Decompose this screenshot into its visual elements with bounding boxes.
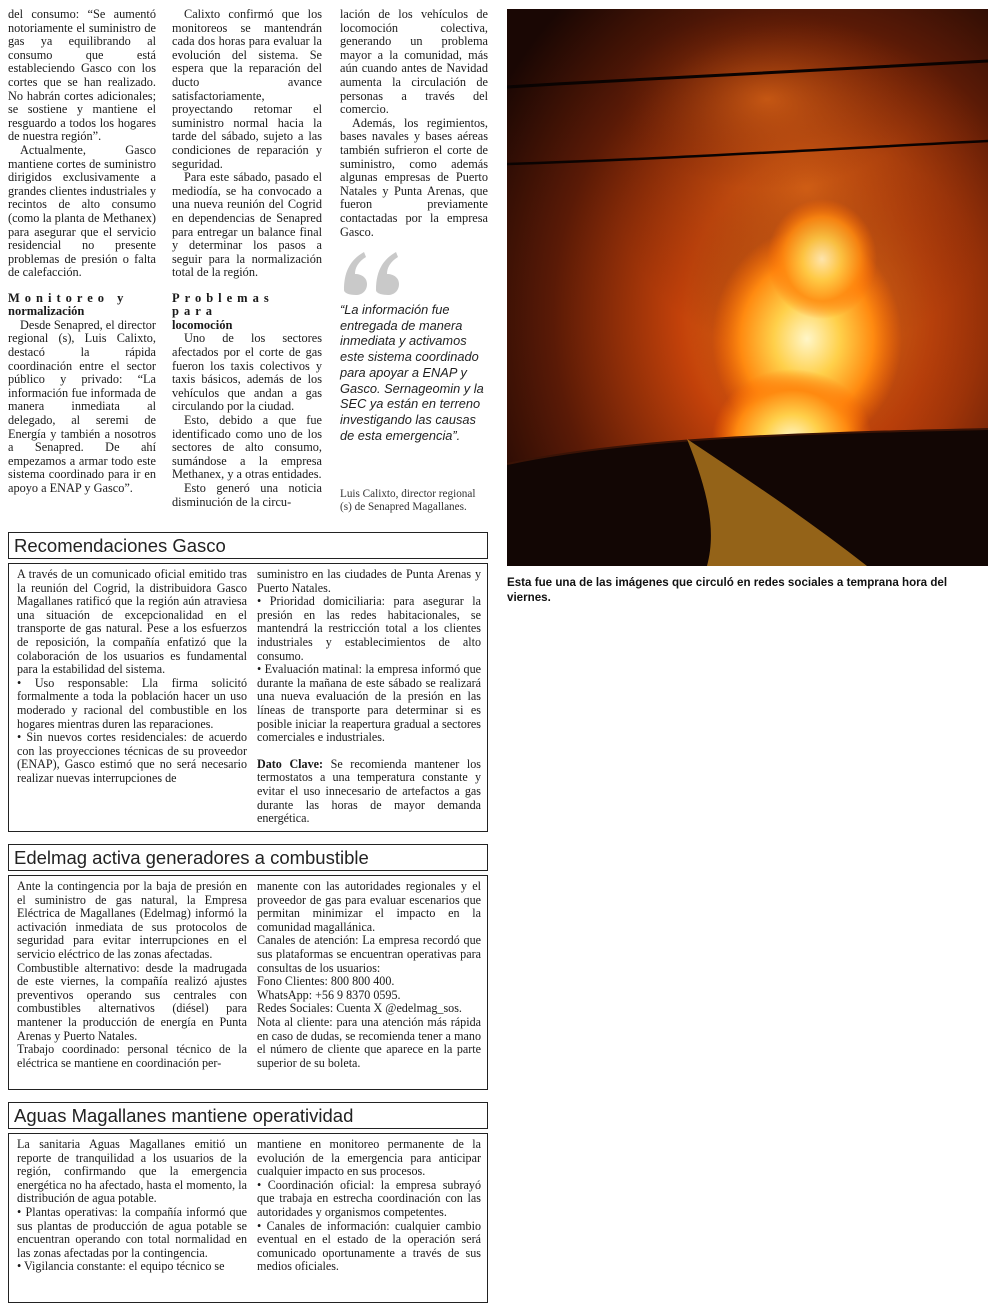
aguas-paragraph: mantiene en monitoreo permanente de la evolución de la emergencia para anticipar cualquier impacto en sus procesos.	[257, 1138, 481, 1179]
gasco-left-column	[17, 568, 247, 830]
edelmag-paragraph: Canales de atención: La empresa recordó que sus plataformas se encuentran operativas para consultas de los usuarios:	[257, 933, 481, 975]
edelmag-social: Redes Sociales: Cuenta X @edelmag_sos.	[257, 1001, 462, 1016]
box-title-gasco: Recomendaciones Gasco	[8, 532, 488, 559]
aguas-left-column	[17, 1138, 247, 1301]
dato-clave-text: Se recomienda mantener los termostatos a una temperatura constante y evitar el uso innecesario de artefactos a gas durante las horas de mayor demanda energética.	[257, 756, 481, 826]
edelmag-right-column	[257, 880, 481, 1088]
gasco-paragraph: A través de un comunicado oficial emitido tras la reunión del Cogrid, la distribuidora Gasco Magallanes ratificó que la región aún atraviesa una situación de excepcionalidad en el transporte de gas natural. Pese a los esfuerzos de reposición, la compañía enfatizó que la colaboración de los usuarios es fundamental para la estabilidad del sistema.	[17, 568, 247, 677]
quote-attribution: Luis Calixto, director regional (s) de Senapred Magallanes.	[340, 488, 476, 513]
article-paragraph: Esto generó una noticia disminución de la circu-	[172, 480, 322, 509]
box-edelmag	[8, 875, 488, 1090]
pull-quote: “La información fue entregada de manera inmediata y activamos este sistema coordinado para apoyar a ENAP y Gasco. Sernageomin y la SEC ya están en terreno investigando las causas de esta emergencia”.	[340, 302, 484, 443]
edelmag-paragraph: Trabajo coordinado: personal técnico de la eléctrica se mantiene en coordinación per-	[17, 1042, 247, 1070]
gasco-bullet: • Prioridad domiciliaria: para asegurar la presión en las redes habitacionales, se mantendrá la restricción total a los clientes industriales y establecimientos de alto consumo.	[257, 594, 481, 663]
article-column-1	[8, 8, 156, 528]
aguas-right-column	[257, 1138, 481, 1301]
gasco-dato-clave	[257, 758, 481, 826]
article-paragraph: del consumo: “Se aumentó notoriamente el suministro de gas ya equilibrando al consumo que está estableciendo Gasco con los cortes que se han realizado. No habrán cortes adicionales; se sostiene y mantiene el resguardo a todos los hogares de nuestra región”.	[8, 8, 156, 144]
gasco-bullet: • Evaluación matinal: la empresa informó que durante la mañana de este sábado se realizará una nueva evaluación de la presión en las líneas de transporte para determinar si es posible iniciar la reapertura gradual a sectores comerciales e industriales.	[257, 662, 481, 745]
article-paragraph: Actualmente, Gasco mantiene cortes de suministro dirigidos exclusivamente a grandes clientes industriales y recintos de alto consumo (como la planta de Methanex) para asegurar que el servicio residencial no presente problemas de presión o falta de calefacción.	[8, 142, 156, 280]
box-aguas	[8, 1133, 488, 1303]
gasco-bullet: • Sin nuevos cortes residenciales: de acuerdo con las proyecciones técnicas de su proveedor (ENAP), Gasco estimó que no será necesario realizar nuevas interrupciones de	[17, 730, 247, 785]
box-gasco	[8, 563, 488, 832]
article-paragraph: Uno de los sectores afectados por el corte de gas fueron los taxis colectivos y taxis básicos, además de los vehículos que andan a gas circulando por la ciudad.	[172, 331, 322, 414]
edelmag-paragraph: manente con las autoridades regionales y el proveedor de gas para evaluar escenarios que permitan minimizar el impacto en la comunidad magallánica.	[257, 880, 481, 934]
gasco-paragraph: suministro en las ciudades de Punta Arenas y Puerto Natales.	[257, 568, 481, 595]
article-paragraph: Esto, debido a que fue identificado como uno de los sectores de alto consumo, sumándose a la empresa Methanex, y a otras entidades.	[172, 412, 322, 482]
gasco-bullet: • Uso responsable: Lla firma solicitó formalmente a toda la población hacer un uso moderado y racional del combustible en los hogares mientras duren las reparaciones.	[17, 675, 247, 731]
edelmag-whatsapp: WhatsApp: +56 9 8370 0595.	[257, 987, 401, 1002]
article-column-3	[340, 8, 488, 238]
article-paragraph: Desde Senapred, el director regional (s), Luis Calixto, destacó la rápida coordinación entre el sector público y privado: “La información fue informada de manera inmediata al delegado, al seremi de Energía y también a nosotros a Senapred. De ahí empezamos a armar todo este sistema coordinado para ir en apoyo a ENAP y Gasco”.	[8, 317, 156, 495]
edelmag-paragraph: Combustible alternativo: desde la madrugada de este viernes, la compañía realizó ajustes preventivos operando sus centrales con combustibles alternativos (diésel) para mantener la producción de energía en Punta Arenas y Puerto Natales.	[17, 960, 247, 1043]
photo-caption: Esta fue una de las imágenes que circuló en redes sociales a temprana hora del viernes.	[507, 576, 948, 604]
article-column-2	[172, 8, 322, 528]
article-paragraph: Además, los regimientos, bases navales y bases aéreas también sufrieron el corte de suministro, como además algunas empresas de Puerto Natales y Punta Arenas, que fueron previamente contactadas por la empresa Gasco.	[340, 115, 488, 238]
gasco-right-column	[257, 568, 481, 830]
article-paragraph: Calixto confirmó que los monitoreos se mantendrán cada dos horas para evaluar la evolución del sistema. Se espera que la reparación del ducto avance satisfactoriamente, proyectando retomar el suministro normal hacia la tarde del sábado, sujeto a las condiciones de reparación y seguridad.	[172, 8, 322, 171]
quote-mark-icon	[338, 238, 408, 298]
edelmag-paragraph: Ante la contingencia por la baja de presión en el suministro de gas natural, la Empresa Eléctrica de Magallanes (Edelmag) informó la activación inmediata de sus protocolos de seguridad para evitar interrupciones en el servicio eléctrico de las zonas afectadas.	[17, 880, 247, 961]
fire-photo	[507, 9, 988, 566]
edelmag-left-column	[17, 880, 247, 1088]
aguas-bullet: • Vigilancia constante: el equipo técnico se	[17, 1259, 225, 1274]
box-title-edelmag: Edelmag activa generadores a combustible	[8, 844, 488, 871]
aguas-paragraph: La sanitaria Aguas Magallanes emitió un reporte de tranquilidad a los usuarios de la región, confirmando que la emergencia energética no ha afectado, hasta el momento, la distribución de agua potable.	[17, 1138, 247, 1206]
subhead-monitoreo: Monitoreo y normalización	[8, 290, 129, 319]
dato-clave-label: Dato Clave:	[257, 756, 324, 771]
edelmag-paragraph: Nota al cliente: para una atención más rápida en caso de dudas, se recomienda tener a mano el número de cliente que aparece en la parte superior de su boleta.	[257, 1014, 481, 1070]
aguas-bullet: • Canales de información: cualquier cambio eventual en el estado de la operación será comunicado oportunamente a través de sus medios oficiales.	[257, 1218, 481, 1274]
article-paragraph: Para este sábado, pasado el mediodía, se ha convocado a una nueva reunión del Cogrid en dependencias de Senapred para entregar un balance final y determinar los pasos a seguir para la normalización total de la región.	[172, 170, 322, 280]
aguas-bullet: • Coordinación oficial: la empresa subrayó que trabaja en estrecha coordinación con las autoridades y organismos competentes.	[257, 1177, 481, 1219]
edelmag-phone: Fono Clientes: 800 800 400.	[257, 974, 395, 989]
aguas-bullet: • Plantas operativas: la compañía informó que sus plantas de producción de agua potable se encuentran operando con total normalidad en las zonas afectadas por la contingencia.	[17, 1204, 247, 1260]
box-title-aguas: Aguas Magallanes mantiene operatividad	[8, 1102, 488, 1129]
article-paragraph: lación de los vehículos de locomoción colectiva, generando un problema mayor a la comunidad, más aún cuando antes de Navidad aumenta la circulación de personas a través del comercio.	[340, 8, 488, 117]
subhead-locomocion: Problemas para locomoción	[172, 290, 274, 332]
